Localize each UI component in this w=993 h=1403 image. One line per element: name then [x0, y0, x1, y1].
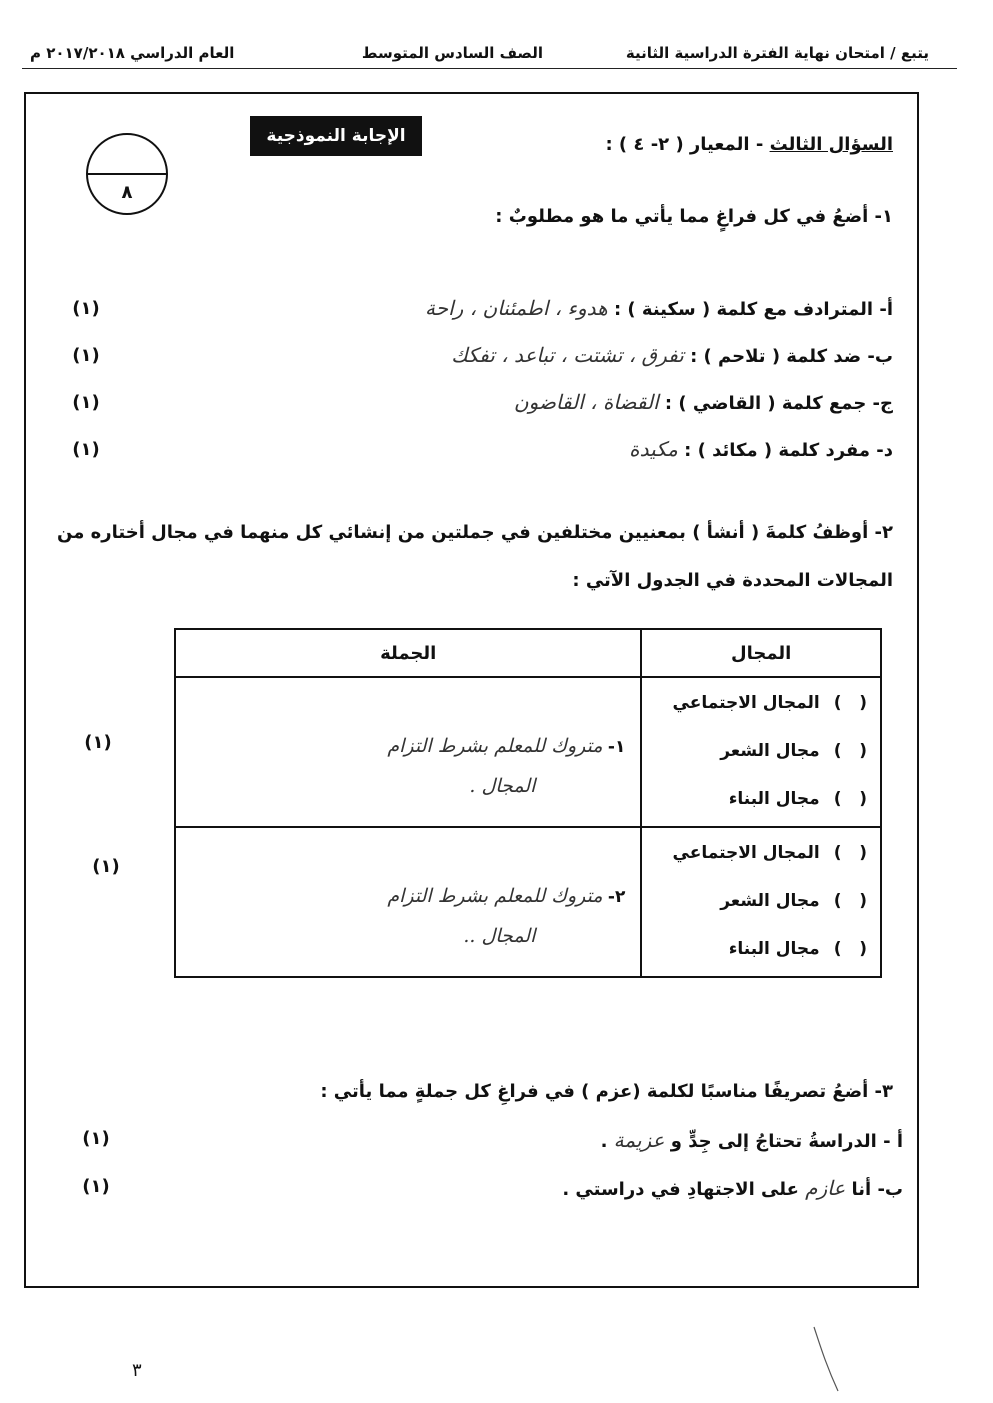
part1-item-c-prompt: ج- جمع كلمة ( القاضي ) : [664, 393, 893, 414]
part3-item-b-mark: (١) [82, 1176, 110, 1197]
part2-row2-mark: (١) [92, 856, 120, 877]
part2-heading-line1: ٢- أوظفُ كلمةَ ( أنشأ ) بمعنيين مختلفين في جملتين من إنشائي كل منهما في مجال أختاره من [57, 522, 893, 543]
row2-option-poetry-label: مجال الشعر [720, 891, 820, 911]
header-exam-title: يتبع / امتحان نهاية الفترة الدراسية الثانية [625, 44, 929, 62]
part2-row1-mark: (١) [84, 732, 112, 753]
pen-stroke-icon [812, 1325, 842, 1395]
row2-option-social-label: المجال الاجتماعي [672, 843, 820, 863]
part1-item-b-mark: (١) [72, 345, 100, 366]
row1-option-poetry[interactable]: ( ) مجال الشعر [720, 741, 867, 761]
row2-option-building[interactable]: ( ) مجال البناء [728, 939, 867, 959]
grade-divider [88, 173, 166, 175]
part3-item-a [601, 1128, 903, 1152]
part3-item-a-before: أ - الدراسةُ تحتاجُ إلى جِدٍّ و [664, 1131, 903, 1152]
part1-item-d-prompt: د- مفرد كلمة ( مكائد ) : [684, 440, 893, 461]
header-grade-level: الصف السادس المتوسط [361, 44, 543, 62]
row2-answer-line1: متروك للمعلم بشرط التزام [387, 885, 603, 907]
part1-item-a-prompt: أ- المترادف مع كلمة ( سكينة ) : [613, 299, 893, 320]
part1-item-b-prompt: ب- ضد كلمة ( تلاحم ) : [690, 346, 893, 367]
part1-item-d-answer: مكيدة [629, 437, 678, 461]
row1-option-building[interactable]: ( ) مجال البناء [728, 789, 867, 809]
part1-item-c [514, 390, 893, 414]
part3-heading: ٣- أضعُ تصريفًا مناسبًا لكلمة (عزم ) في فراغِ كل جملةٍ مما يأتي : [320, 1081, 893, 1102]
part3-item-a-after: . [600, 1131, 614, 1152]
question-title-main: السؤال الثالث [769, 134, 893, 155]
part3-item-b-before: ب- أنا [845, 1179, 903, 1200]
row1-answer-line1: متروك للمعلم بشرط التزام [387, 735, 603, 757]
row2-sentence [177, 829, 639, 947]
row1-domain-cell [641, 677, 881, 827]
row1-option-poetry-label: مجال الشعر [720, 741, 820, 761]
col-header-domain: المجال [641, 629, 881, 677]
col-header-sentence: الجملة [175, 629, 641, 677]
part3-item-b-after: على الاجتهادِ في دراستي . [562, 1179, 806, 1200]
part1-item-c-mark: (١) [72, 392, 100, 413]
header-divider [22, 68, 957, 69]
part2-heading-line2: المجالات المحددة في الجدول الآتي : [572, 570, 893, 591]
part1-item-b [451, 343, 893, 367]
row2-option-poetry[interactable]: ( ) مجال الشعر [720, 891, 867, 911]
part3-item-b [562, 1176, 903, 1200]
part1-item-d [629, 437, 893, 461]
part3-item-a-mark: (١) [82, 1128, 110, 1149]
row2-domain-cell [641, 827, 881, 977]
row2-answer-line2: المجال .. [463, 925, 536, 947]
row2-num: ٢- [607, 887, 626, 907]
part3-item-b-answer: عازم [805, 1176, 846, 1200]
part1-item-a-answer: هدوء ، اطمئنان ، راحة [425, 296, 608, 320]
row2-option-social[interactable]: ( ) المجال الاجتماعي [672, 843, 867, 863]
part1-item-a [425, 296, 893, 320]
row1-answer-line2: المجال . [469, 775, 536, 797]
domain-table [174, 628, 882, 978]
row1-option-social-label: المجال الاجتماعي [672, 693, 820, 713]
question-title-rest: - المعيار ( ٢- ٤ ) : [605, 134, 770, 155]
part1-heading: ١- أضعُ في كل فراغٍ مما يأتي ما هو مطلوبٌ : [495, 206, 893, 227]
row2-sentence-cell [175, 827, 641, 977]
row1-num: ١- [607, 737, 626, 757]
part1-item-c-answer: القضاة ، القاضون [513, 390, 659, 414]
row1-sentence [177, 679, 639, 797]
part3-item-a-answer: عزيمة [613, 1128, 665, 1152]
model-answer-label: الإجابة النموذجية [250, 116, 422, 156]
part1-item-d-mark: (١) [72, 439, 100, 460]
page-number: ٣ [132, 1360, 142, 1381]
grade-value: ٨ [121, 182, 133, 203]
part1-item-b-answer: تفرق ، تشتت ، تباعد ، تفكك [451, 343, 684, 367]
part1-item-a-mark: (١) [72, 298, 100, 319]
header-academic-year: العام الدراسي ٢٠١٧/٢٠١٨ م [30, 44, 235, 62]
row1-sentence-cell [175, 677, 641, 827]
row1-option-social[interactable]: ( ) المجال الاجتماعي [672, 693, 867, 713]
row2-option-building-label: مجال البناء [728, 939, 820, 959]
question-title [605, 134, 893, 155]
row1-option-building-label: مجال البناء [728, 789, 820, 809]
